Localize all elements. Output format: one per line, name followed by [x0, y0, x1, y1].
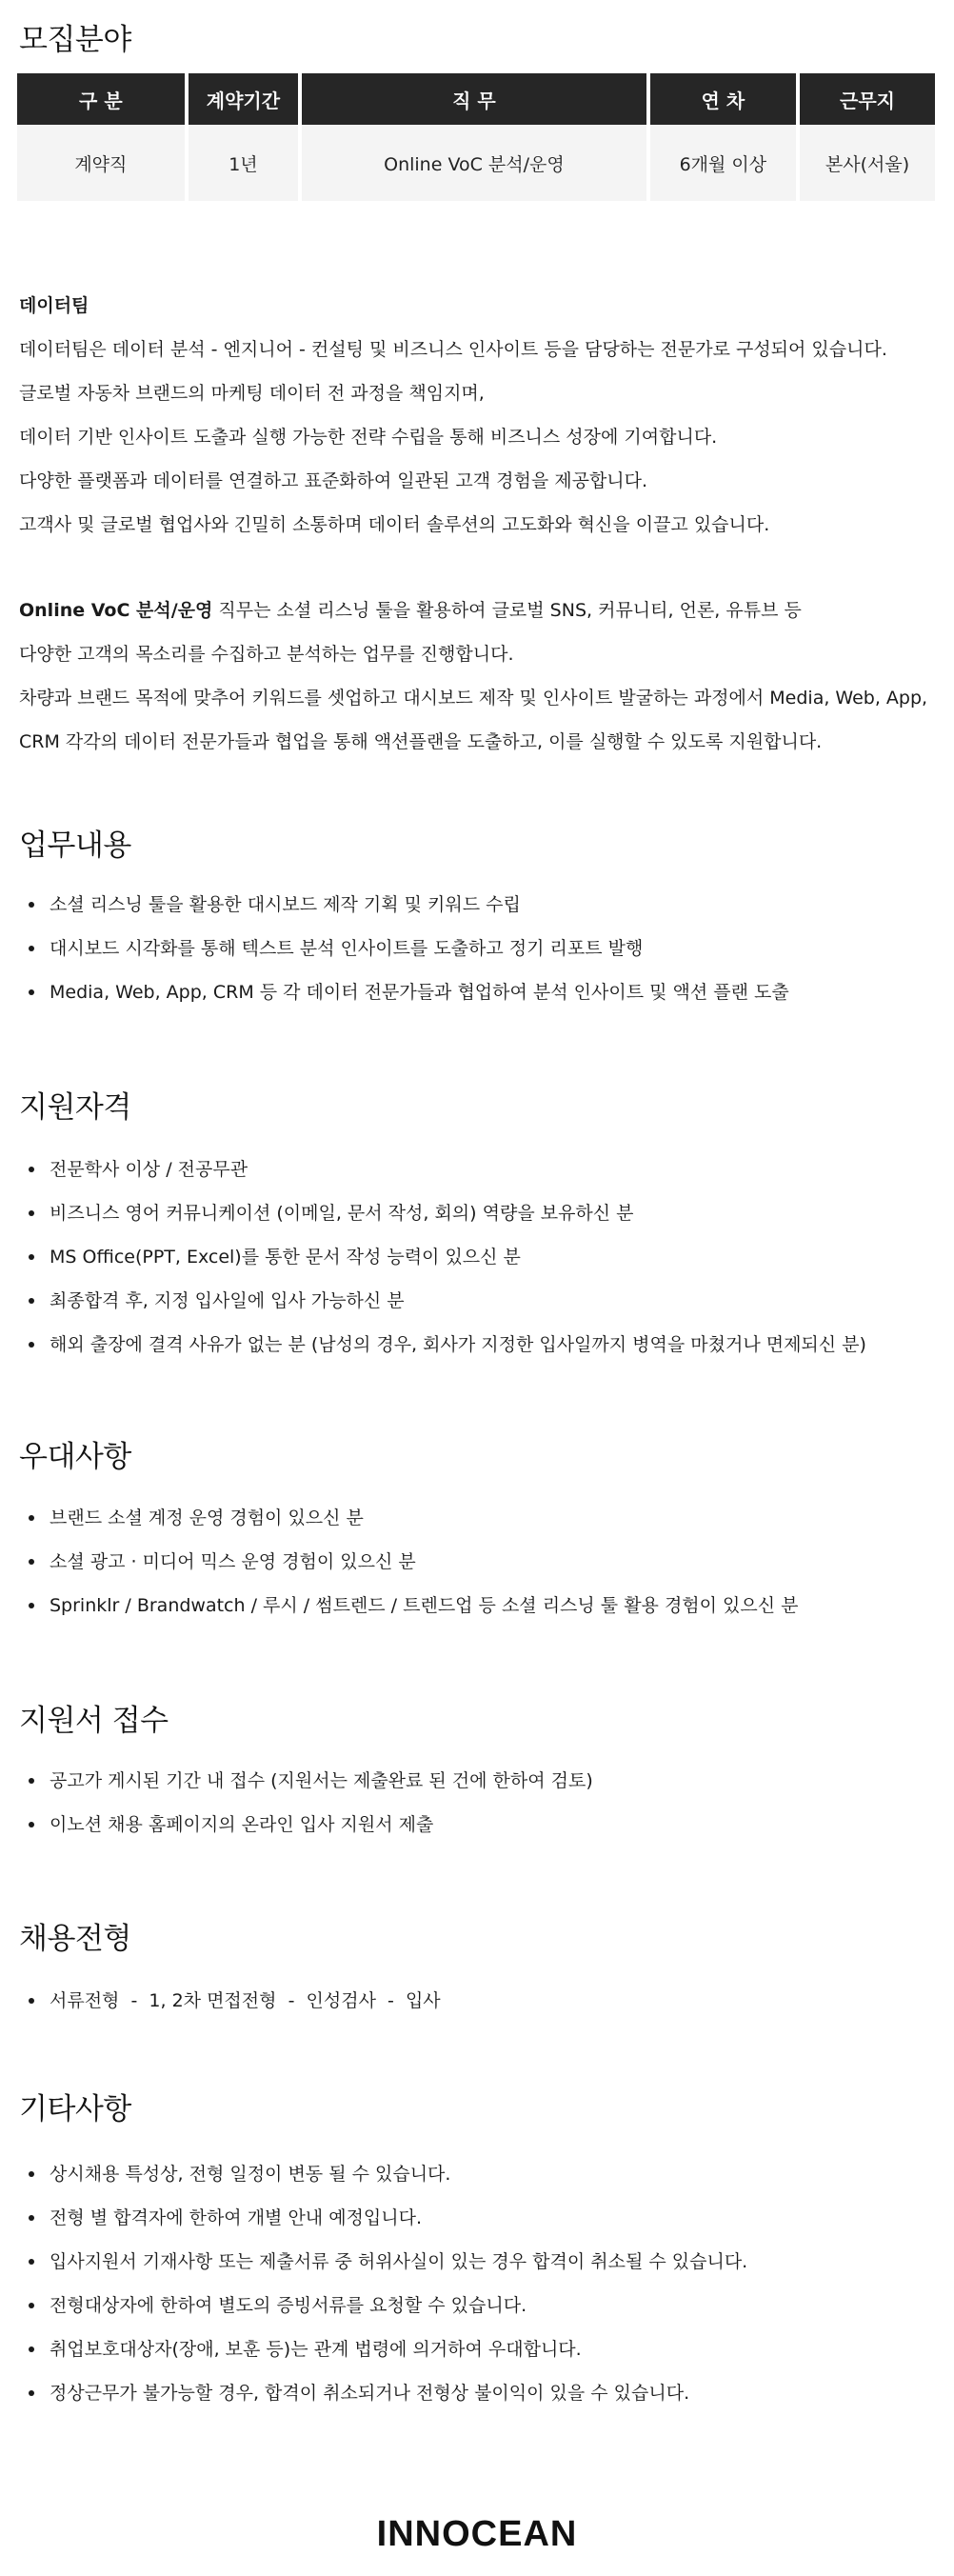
team-line: 고객사 및 글로벌 협업사와 긴밀히 소통하며 데이터 솔루션의 고도화와 혁신을 이끌고 있습니다.	[19, 514, 770, 535]
header-location: 근무지	[800, 73, 935, 125]
bullet-icon	[29, 2303, 34, 2308]
list-item-text: Media, Web, App, CRM 등 각 데이터 전문가들과 협업하여 분석 인사이트 및 액션 플랜 도출	[50, 982, 789, 1003]
preferred-section-title: 우대사항	[19, 1440, 131, 1474]
application-section-title: 지원서 접수	[19, 1704, 169, 1738]
list-item-text: 대시보드 시각화를 통해 텍스트 분석 인사이트를 도출하고 정기 리포트 발행	[50, 938, 644, 959]
team-line: 데이터팀은 데이터 분석 - 엔지니어 - 컨설팅 및 비즈니스 인사이트 등을 담당하는 전문가로 구성되어 있습니다.	[19, 339, 887, 360]
header-contract-period: 계약기간	[189, 73, 298, 125]
role-intro-text: 직무는 소셜 리스닝 툴을 활용하여 글로벌 SNS, 커뮤니티, 언론, 유튜브 등	[212, 600, 802, 621]
qualifications-list	[23, 1148, 937, 1367]
role-line: 차량과 브랜드 목적에 맞추어 키워드를 셋업하고 대시보드 제작 및 인사이트 발굴하는 과정에서 Media, Web, App,	[19, 688, 928, 709]
list-item-text: 상시채용 특성상, 전형 일정이 변동 될 수 있습니다.	[50, 2164, 451, 2185]
bullet-icon	[29, 1210, 34, 1216]
list-item	[23, 1323, 937, 1367]
duties-section-title: 업무내용	[19, 829, 131, 863]
list-item-text: MS Office(PPT, Excel)를 통한 문서 작성 능력이 있으신 분	[50, 1247, 521, 1268]
qualifications-section-title: 지원자격	[19, 1090, 131, 1125]
role-line: 다양한 고객의 목소리를 수집하고 분석하는 업무를 진행합니다.	[19, 644, 514, 665]
bullet-icon	[29, 2390, 34, 2396]
cell-location: 본사(서울)	[800, 125, 935, 201]
list-item-text: 소셜 광고 · 미디어 믹스 운영 경험이 있으신 분	[50, 1551, 416, 1572]
bullet-icon	[29, 989, 34, 995]
recruit-section-title: 모집분야	[19, 23, 131, 57]
bullet-icon	[29, 1603, 34, 1608]
cell-category: 계약직	[17, 125, 185, 201]
team-line: 데이터 기반 인사이트 도출과 실행 가능한 전략 수립을 통해 비즈니스 성장에 기여합니다.	[19, 427, 718, 448]
innocean-logo: INNOCEAN	[376, 2514, 578, 2554]
list-item-text: 소셜 리스닝 툴을 활용한 대시보드 제작 기획 및 키워드 수립	[50, 894, 521, 915]
list-item	[23, 970, 937, 1014]
list-item-text: 비즈니스 영어 커뮤니케이션 (이메일, 문서 작성, 회의) 역량을 보유하신 분	[50, 1203, 634, 1224]
table-row	[17, 125, 935, 201]
list-item	[23, 1148, 937, 1191]
bullet-icon	[29, 2346, 34, 2352]
list-item	[23, 2152, 937, 2196]
list-item-text: 이노션 채용 홈페이지의 온라인 입사 지원서 제출	[50, 1814, 434, 1835]
bullet-icon	[29, 946, 34, 951]
bullet-icon	[29, 1822, 34, 1827]
list-item-text: 전문학사 이상 / 전공무관	[50, 1159, 248, 1180]
list-item-text: 전형대상자에 한하여 별도의 증빙서류를 요청할 수 있습니다.	[50, 2295, 527, 2316]
list-item	[23, 883, 937, 927]
bullet-icon	[29, 1298, 34, 1304]
bullet-icon	[29, 1515, 34, 1521]
duties-list	[23, 883, 937, 1014]
list-item-text: Sprinklr / Brandwatch / 루시 / 썸트렌드 / 트렌드업 등 소셜 리스닝 툴 활용 경험이 있으신 분	[50, 1595, 799, 1616]
list-item-text: 서류전형 - 1, 2차 면접전형 - 인성검사 - 입사	[50, 1990, 441, 2011]
cell-experience: 6개월 이상	[650, 125, 796, 201]
application-list	[23, 1759, 937, 1847]
process-section-title: 채용전형	[19, 1922, 131, 1956]
list-item	[23, 2196, 937, 2240]
bullet-icon	[29, 902, 34, 908]
team-description	[19, 284, 943, 764]
list-item	[23, 1759, 937, 1803]
role-name: Online VoC 분석/운영	[19, 600, 213, 621]
spacer	[19, 547, 943, 589]
bullet-icon	[29, 2171, 34, 2177]
bullet-icon	[29, 1778, 34, 1784]
etc-section-title: 기타사항	[19, 2092, 131, 2127]
header-experience: 연 차	[650, 73, 796, 125]
recruit-table-header-row	[17, 73, 935, 125]
team-line: 다양한 플랫폼과 데이터를 연결하고 표준화하여 일관된 고객 경험을 제공합니다.	[19, 470, 648, 491]
list-item	[23, 2327, 937, 2371]
role-intro-line	[19, 589, 943, 632]
recruit-table	[13, 73, 939, 201]
list-item	[23, 1979, 937, 2023]
list-item	[23, 927, 937, 970]
list-item	[23, 1235, 937, 1279]
list-item	[23, 2240, 937, 2284]
list-item-text: 입사지원서 기재사항 또는 제출서류 중 허위사실이 있는 경우 합격이 취소될 수 있습니다.	[50, 2251, 748, 2272]
bullet-icon	[29, 1167, 34, 1172]
list-item	[23, 1496, 937, 1540]
etc-list	[23, 2152, 937, 2415]
list-item	[23, 2371, 937, 2415]
list-item-text: 정상근무가 불가능할 경우, 합격이 취소되거나 전형상 불이익이 있을 수 있습니다.	[50, 2383, 690, 2404]
bullet-icon	[29, 1342, 34, 1348]
bullet-icon	[29, 1559, 34, 1565]
team-line: 글로벌 자동차 브랜드의 마케팅 데이터 전 과정을 책임지며,	[19, 383, 485, 404]
list-item-text: 전형 별 합격자에 한하여 개별 안내 예정입니다.	[50, 2207, 423, 2228]
bullet-icon	[29, 2215, 34, 2221]
list-item-text: 공고가 게시된 기간 내 접수 (지원서는 제출완료 된 건에 한하여 검토)	[50, 1770, 593, 1791]
role-line: CRM 각각의 데이터 전문가들과 협업을 통해 액션플랜을 도출하고, 이를 실행할 수 있도록 지원합니다.	[19, 731, 823, 752]
process-list	[23, 1979, 937, 2023]
list-item	[23, 1191, 937, 1235]
list-item-text: 취업보호대상자(장애, 보훈 등)는 관계 법령에 의거하여 우대합니다.	[50, 2339, 582, 2360]
list-item-text: 해외 출장에 결격 사유가 없는 분 (남성의 경우, 회사가 지정한 입사일까지 병역을 마쳤거나 면제되신 분)	[50, 1334, 866, 1355]
cell-position: Online VoC 분석/운영	[302, 125, 646, 201]
list-item	[23, 1584, 937, 1627]
list-item	[23, 1803, 937, 1847]
header-category: 구 분	[17, 73, 185, 125]
bullet-icon	[29, 1254, 34, 1260]
list-item	[23, 2284, 937, 2327]
list-item	[23, 1540, 937, 1584]
list-item-text: 최종합격 후, 지정 입사일에 입사 가능하신 분	[50, 1290, 405, 1311]
list-item	[23, 1279, 937, 1323]
header-position: 직 무	[302, 73, 646, 125]
preferred-list	[23, 1496, 937, 1627]
list-item-text: 브랜드 소셜 계정 운영 경험이 있으신 분	[50, 1508, 364, 1528]
cell-contract-period: 1년	[189, 125, 298, 201]
bullet-icon	[29, 2259, 34, 2265]
team-name: 데이터팀	[19, 295, 89, 316]
bullet-icon	[29, 1998, 34, 2004]
